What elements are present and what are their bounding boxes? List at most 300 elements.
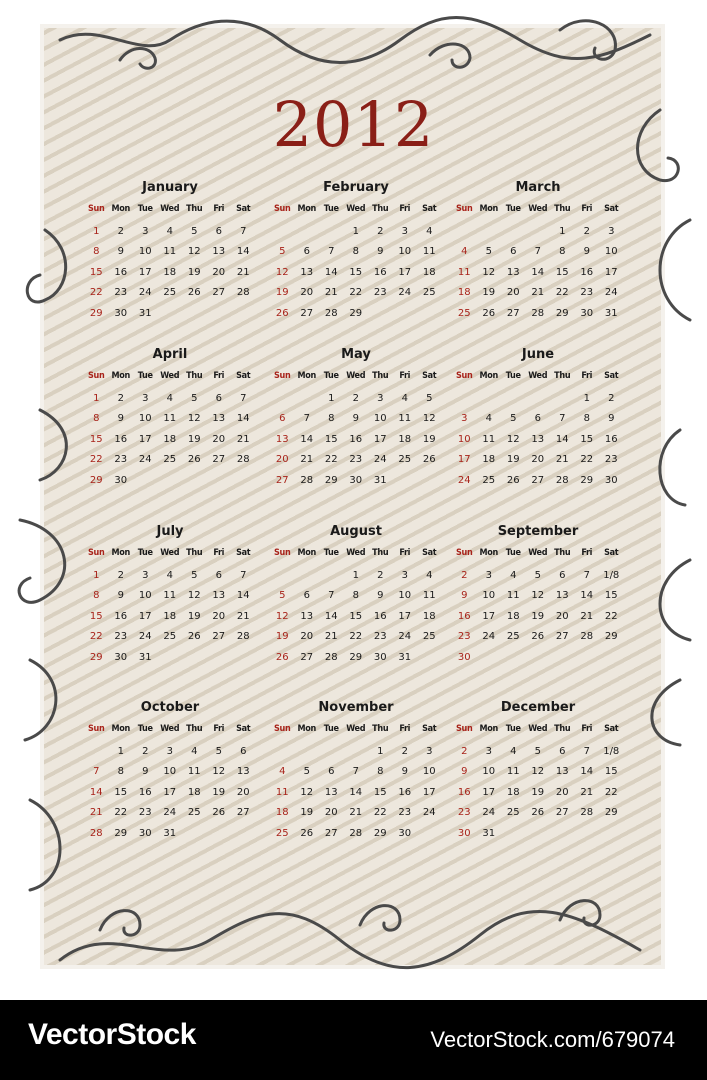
weekday-label: Sat: [604, 204, 619, 214]
day-cell: 10: [138, 246, 152, 257]
weekday-label: Thu: [554, 724, 571, 734]
day-cell: 24: [373, 454, 387, 465]
day-cell: 23: [114, 287, 128, 298]
day-cell: 21: [236, 433, 250, 445]
day-cell: 13: [506, 266, 520, 278]
weekday-label: Wed: [528, 204, 548, 214]
month-september: [452, 524, 624, 667]
day-cell: 12: [506, 433, 520, 445]
weekday-label: Fri: [581, 371, 593, 381]
day-cell: 19: [482, 287, 496, 298]
day-cell: 25: [506, 631, 520, 642]
day-cell: 23: [604, 454, 618, 465]
day-cell: 11: [398, 413, 412, 424]
day-cell: 16: [457, 610, 471, 622]
day-cell: 16: [138, 786, 152, 798]
weekday-label: Wed: [160, 724, 180, 734]
weekday-label: Sun: [88, 371, 105, 381]
week-row: [270, 804, 442, 822]
day-cell: 24: [482, 807, 496, 818]
day-cell: 25: [457, 307, 471, 319]
day-cell: 15: [349, 610, 363, 622]
week-row: [452, 784, 624, 802]
day-cell: 21: [555, 454, 569, 465]
day-cell: 18: [422, 266, 436, 278]
day-cell: 5: [534, 569, 541, 581]
day-cell: 6: [215, 392, 222, 404]
day-cell: 29: [604, 807, 618, 818]
day-cell: [417, 649, 442, 667]
weekday-label: Tue: [323, 371, 339, 381]
day-cell: 5: [485, 246, 492, 257]
day-cell: 20: [275, 454, 289, 465]
day-cell: 7: [240, 569, 247, 581]
day-cell: 19: [212, 786, 226, 798]
day-cell: [501, 390, 526, 408]
day-cell: 12: [482, 266, 496, 278]
day-cell: 9: [142, 766, 149, 777]
day-cell: 27: [555, 631, 569, 642]
day-cell: 13: [555, 590, 569, 601]
day-cell: 4: [166, 569, 173, 581]
day-cell: 14: [89, 786, 103, 798]
day-cell: 13: [300, 266, 314, 278]
day-cell: 27: [212, 631, 226, 642]
day-cell: 28: [324, 651, 338, 663]
day-cell: 22: [349, 631, 363, 642]
weekday-label: Wed: [346, 204, 366, 214]
day-cell: 9: [117, 590, 124, 601]
day-cell: 18: [457, 287, 471, 298]
day-cell: 6: [534, 413, 541, 424]
day-cell: 22: [604, 610, 618, 622]
weekday-header: [270, 204, 442, 220]
day-cell: 14: [531, 266, 545, 278]
day-cell: 26: [275, 307, 289, 319]
day-cell: 6: [328, 766, 335, 777]
weekday-label: Fri: [399, 204, 411, 214]
weekday-label: Thu: [554, 371, 571, 381]
day-cell: 21: [580, 786, 594, 798]
day-cell: 31: [482, 827, 496, 839]
weekday-header: [452, 724, 624, 740]
day-cell: 5: [215, 745, 222, 757]
day-cell: 19: [187, 433, 201, 445]
day-cell: 7: [534, 246, 541, 257]
day-cell: 4: [166, 225, 173, 237]
day-cell: 26: [482, 307, 496, 319]
week-row: [84, 472, 256, 490]
month-march: [452, 180, 624, 323]
day-cell: 5: [303, 766, 310, 777]
week-row: [270, 743, 442, 761]
day-cell: 1: [93, 392, 100, 404]
day-cell: [295, 567, 320, 585]
day-cell: [368, 305, 393, 323]
day-cell: 12: [187, 246, 201, 257]
day-cell: 27: [236, 807, 250, 818]
month-name: July: [156, 524, 184, 539]
day-cell: [319, 567, 344, 585]
day-cell: 4: [401, 392, 408, 404]
day-cell: [501, 223, 526, 241]
week-row: [452, 825, 624, 843]
day-cell: 8: [93, 590, 100, 601]
weekday-label: Sat: [236, 204, 251, 214]
week-row: [452, 284, 624, 302]
day-cell: 13: [212, 246, 226, 257]
day-cell: 7: [93, 766, 100, 777]
day-cell: 9: [117, 413, 124, 424]
day-cell: [84, 743, 109, 761]
day-cell: 18: [275, 807, 289, 818]
day-cell: 25: [163, 454, 177, 465]
day-cell: [270, 223, 295, 241]
day-cell: 20: [212, 433, 226, 445]
day-cell: 23: [349, 454, 363, 465]
day-cell: 8: [377, 766, 384, 777]
day-cell: 21: [236, 610, 250, 622]
day-cell: 3: [401, 569, 408, 581]
day-cell: 26: [187, 454, 201, 465]
day-cell: 20: [324, 807, 338, 818]
day-cell: 29: [89, 474, 103, 486]
month-name: January: [142, 180, 198, 195]
week-row: [270, 784, 442, 802]
day-cell: 30: [114, 474, 128, 486]
day-cell: 7: [352, 766, 359, 777]
day-cell: 24: [138, 454, 152, 465]
day-cell: [158, 305, 183, 323]
day-cell: 4: [279, 766, 286, 777]
day-cell: [295, 223, 320, 241]
day-cell: 6: [215, 225, 222, 237]
weekday-header: [84, 371, 256, 387]
day-cell: 20: [236, 786, 250, 798]
day-cell: 7: [583, 569, 590, 581]
day-cell: 16: [114, 610, 128, 622]
day-cell: 31: [138, 651, 152, 663]
week-row: [452, 628, 624, 646]
day-cell: 19: [531, 610, 545, 622]
week-row: [452, 743, 624, 761]
week-row: [270, 243, 442, 261]
day-cell: 5: [510, 413, 517, 424]
weekday-header: [270, 724, 442, 740]
day-cell: 11: [163, 413, 177, 424]
month-name: December: [500, 700, 576, 715]
week-row: [270, 825, 442, 843]
day-cell: 17: [163, 786, 177, 798]
weekday-label: Tue: [137, 371, 153, 381]
month-name: June: [521, 347, 555, 362]
day-cell: 22: [373, 807, 387, 818]
weekday-label: Fri: [213, 724, 225, 734]
day-cell: 26: [212, 807, 226, 818]
day-cell: 16: [398, 786, 412, 798]
day-cell: 5: [279, 590, 286, 601]
day-cell: 11: [422, 246, 436, 257]
day-cell: 20: [506, 287, 520, 298]
weekday-label: Mon: [297, 371, 316, 381]
day-cell: 21: [580, 610, 594, 622]
weekday-label: Thu: [554, 204, 571, 214]
weekday-label: Sat: [604, 371, 619, 381]
weekday-label: Mon: [479, 371, 498, 381]
day-cell: 30: [457, 827, 471, 839]
day-cell: 20: [555, 786, 569, 798]
week-row: [84, 451, 256, 469]
day-cell: [295, 743, 320, 761]
stock-id-text: VectorStock.com/679074: [430, 1027, 675, 1052]
day-cell: 13: [324, 786, 338, 798]
weekday-header: [84, 548, 256, 564]
day-cell: 17: [482, 610, 496, 622]
week-row: [452, 587, 624, 605]
day-cell: 20: [212, 266, 226, 278]
day-cell: 10: [482, 766, 496, 777]
day-cell: 24: [398, 287, 412, 298]
week-row: [270, 608, 442, 626]
month-june: [452, 347, 624, 490]
day-cell: 1: [117, 745, 124, 757]
weekday-label: Wed: [160, 548, 180, 558]
day-cell: [319, 743, 344, 761]
month-name: May: [341, 347, 371, 362]
day-cell: 13: [300, 610, 314, 622]
day-cell: 10: [163, 766, 177, 777]
weekday-header: [270, 371, 442, 387]
day-cell: [575, 825, 600, 843]
day-cell: 24: [422, 807, 436, 818]
week-row: [270, 390, 442, 408]
month-august: [270, 524, 442, 667]
day-cell: 14: [236, 246, 250, 257]
day-cell: 11: [482, 433, 496, 445]
day-cell: 7: [328, 246, 335, 257]
day-cell: 27: [212, 287, 226, 298]
day-cell: 11: [422, 590, 436, 601]
day-cell: 22: [580, 454, 594, 465]
day-cell: 17: [604, 266, 618, 278]
day-cell: [182, 649, 207, 667]
month-name: February: [323, 180, 389, 195]
day-cell: 9: [608, 413, 615, 424]
week-row: [270, 264, 442, 282]
day-cell: 5: [191, 392, 198, 404]
day-cell: 27: [275, 474, 289, 486]
day-cell: 15: [580, 433, 594, 445]
day-cell: 6: [303, 246, 310, 257]
day-cell: 24: [138, 631, 152, 642]
week-row: [452, 567, 624, 585]
day-cell: 20: [300, 631, 314, 642]
week-row: [270, 223, 442, 241]
weekday-label: Mon: [479, 548, 498, 558]
day-cell: 26: [275, 651, 289, 663]
day-cell: 23: [138, 807, 152, 818]
day-cell: 6: [279, 413, 286, 424]
day-cell: 23: [114, 454, 128, 465]
day-cell: 14: [580, 766, 594, 777]
day-cell: 14: [236, 590, 250, 601]
week-row: [452, 390, 624, 408]
day-cell: 21: [89, 807, 103, 818]
day-cell: 20: [300, 287, 314, 298]
day-cell: 31: [138, 307, 152, 319]
day-cell: 18: [398, 433, 412, 445]
day-cell: 8: [352, 246, 359, 257]
day-cell: 27: [300, 307, 314, 319]
day-cell: 25: [506, 807, 520, 818]
day-cell: 1: [93, 225, 100, 237]
day-cell: 8: [93, 246, 100, 257]
weekday-label: Thu: [186, 724, 203, 734]
day-cell: 30: [114, 307, 128, 319]
weekday-label: Thu: [186, 204, 203, 214]
week-row: [452, 804, 624, 822]
day-cell: 22: [89, 454, 103, 465]
day-cell: 13: [212, 590, 226, 601]
day-cell: 29: [89, 307, 103, 319]
day-cell: 4: [426, 569, 433, 581]
day-cell: 2: [377, 225, 384, 237]
weekday-label: Thu: [554, 548, 571, 558]
day-cell: 9: [583, 246, 590, 257]
day-cell: 26: [506, 474, 520, 486]
day-cell: [550, 390, 575, 408]
weekday-label: Sat: [236, 371, 251, 381]
week-row: [84, 305, 256, 323]
day-cell: 3: [142, 569, 149, 581]
day-cell: [158, 649, 183, 667]
day-cell: 4: [461, 246, 468, 257]
day-cell: 21: [300, 454, 314, 465]
weekday-header: [452, 371, 624, 387]
day-cell: [270, 390, 295, 408]
day-cell: 23: [457, 807, 471, 818]
week-row: [452, 410, 624, 428]
day-cell: [231, 649, 256, 667]
day-cell: 24: [163, 807, 177, 818]
day-cell: 27: [506, 307, 520, 319]
day-cell: 25: [163, 631, 177, 642]
year-title: 2012: [272, 88, 435, 161]
day-cell: 24: [604, 287, 618, 298]
day-cell: [477, 223, 502, 241]
week-row: [84, 223, 256, 241]
day-cell: 13: [212, 413, 226, 424]
weekday-label: Tue: [137, 548, 153, 558]
day-cell: 12: [275, 610, 289, 622]
day-cell: 3: [426, 745, 433, 757]
day-cell: [477, 390, 502, 408]
day-cell: 18: [163, 610, 177, 622]
day-cell: [207, 825, 232, 843]
day-cell: 29: [89, 651, 103, 663]
day-cell: 17: [422, 786, 436, 798]
month-name: March: [515, 180, 561, 195]
weekday-label: Mon: [111, 548, 130, 558]
day-cell: [417, 472, 442, 490]
day-cell: 24: [457, 474, 471, 486]
weekday-label: Fri: [213, 548, 225, 558]
day-cell: 28: [89, 827, 103, 839]
day-cell: [550, 825, 575, 843]
day-cell: 3: [142, 225, 149, 237]
weekday-label: Sun: [274, 204, 291, 214]
day-cell: 17: [138, 266, 152, 278]
day-cell: 19: [506, 454, 520, 465]
week-row: [452, 608, 624, 626]
day-cell: 4: [485, 413, 492, 424]
day-cell: 14: [580, 590, 594, 601]
day-cell: 7: [328, 590, 335, 601]
weekday-label: Sun: [274, 371, 291, 381]
week-row: [270, 472, 442, 490]
weekday-label: Fri: [399, 548, 411, 558]
day-cell: 5: [279, 246, 286, 257]
day-cell: 28: [324, 307, 338, 319]
week-row: [270, 451, 442, 469]
weekday-label: Fri: [399, 371, 411, 381]
day-cell: 2: [117, 225, 124, 237]
weekday-label: Tue: [323, 724, 339, 734]
day-cell: [270, 567, 295, 585]
weekday-label: Sun: [456, 371, 473, 381]
day-cell: 29: [324, 474, 338, 486]
day-cell: 20: [531, 454, 545, 465]
weekday-header: [452, 204, 624, 220]
week-row: [270, 567, 442, 585]
day-cell: 15: [604, 766, 618, 777]
day-cell: 9: [352, 413, 359, 424]
day-cell: [526, 649, 551, 667]
day-cell: [452, 223, 477, 241]
day-cell: 15: [555, 266, 569, 278]
day-cell: 29: [114, 827, 128, 839]
day-cell: 23: [398, 807, 412, 818]
day-cell: [526, 390, 551, 408]
day-cell: 3: [142, 392, 149, 404]
weekday-label: Tue: [505, 371, 521, 381]
day-cell: 13: [555, 766, 569, 777]
day-cell: 19: [422, 433, 436, 445]
weekday-label: Fri: [581, 204, 593, 214]
month-october: [84, 700, 256, 843]
weekday-label: Mon: [479, 204, 498, 214]
day-cell: 30: [604, 474, 618, 486]
month-january: [84, 180, 256, 323]
day-cell: 6: [240, 745, 247, 757]
day-cell: 4: [510, 569, 517, 581]
week-row: [84, 390, 256, 408]
weekday-label: Sun: [88, 724, 105, 734]
day-cell: 14: [349, 786, 363, 798]
day-cell: 19: [531, 786, 545, 798]
day-cell: [231, 305, 256, 323]
weekday-label: Tue: [137, 724, 153, 734]
day-cell: 23: [373, 287, 387, 298]
weekday-label: Sun: [274, 724, 291, 734]
day-cell: 22: [604, 786, 618, 798]
day-cell: 12: [531, 766, 545, 777]
day-cell: 12: [187, 413, 201, 424]
day-cell: [599, 649, 624, 667]
day-cell: 8: [93, 413, 100, 424]
day-cell: 17: [398, 610, 412, 622]
weekday-label: Tue: [323, 204, 339, 214]
